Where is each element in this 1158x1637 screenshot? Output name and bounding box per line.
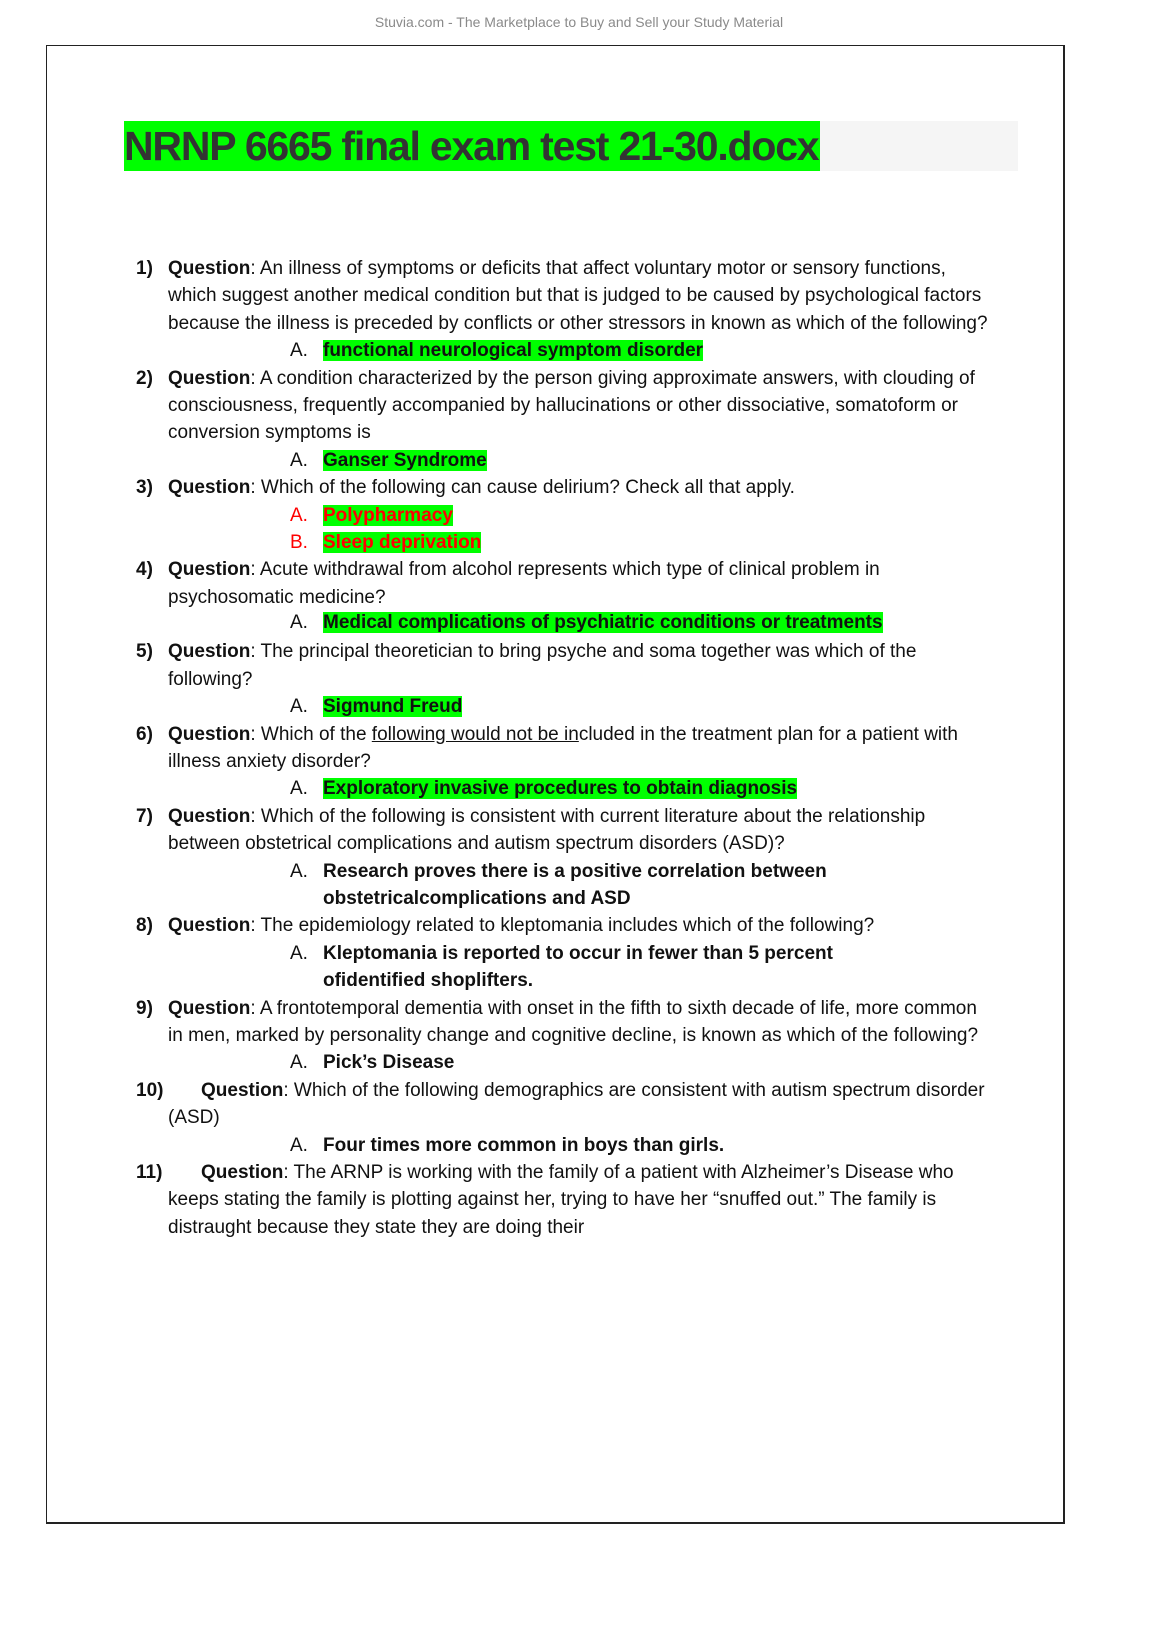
question-4 [136, 556, 996, 611]
question-text-end: cluded in the treatment plan for a patient with illness anxiety disorder? [168, 723, 959, 772]
answer-letter: A. [290, 1052, 308, 1074]
question-label: Question [168, 641, 251, 663]
answer-text: Medical complications of psychiatric conditions or treatments [323, 612, 883, 634]
answer-letter: A. [290, 504, 308, 526]
question-text: : Which of the following demographics are consistent with autism spectrum disorder (ASD) [168, 1079, 985, 1129]
answer-4a [136, 611, 996, 635]
question-number: 7) [136, 805, 153, 827]
answer-letter: A. [290, 1134, 308, 1156]
question-8 [136, 912, 996, 939]
answer-text: Sigmund Freud [323, 696, 463, 718]
question-number: 11) [136, 1162, 163, 1183]
answer-2a [136, 447, 996, 474]
answer-text: Research proves there is a positive correlation between obstetricalcomplications and ASD [323, 860, 827, 909]
answer-6a [136, 775, 996, 802]
answer-letter: A. [290, 340, 308, 362]
question-number: 10) [136, 1079, 164, 1101]
answer-text: Kleptomania is reported to occur in fewer than 5 percent ofidentified shoplifters. [323, 942, 833, 992]
question-number: 2) [136, 367, 153, 389]
answer-letter: A. [290, 942, 308, 964]
question-number: 5) [136, 641, 153, 663]
question-text: : A condition characterized by the person giving approximate answers, with clouding of consciousness, frequently accompanied by hallucinations or other dissociative, somatoform or conversion symptoms is [168, 367, 975, 444]
question-7 [136, 803, 996, 858]
answer-3b [136, 529, 996, 556]
answer-text: functional neurological symptom disorder [323, 340, 704, 362]
answer-7a [136, 858, 996, 913]
question-number: 9) [136, 997, 153, 1019]
question-list [136, 255, 996, 1241]
answer-letter: A. [290, 696, 308, 718]
underlined-text: following would not be in [371, 723, 579, 745]
answer-1a [136, 337, 996, 364]
question-11 [136, 1159, 996, 1241]
question-3 [136, 474, 996, 501]
question-6 [136, 721, 996, 776]
answer-9a [136, 1049, 996, 1076]
question-label: Question [168, 915, 251, 937]
question-text: : Acute withdrawal from alcohol represents which type of clinical problem in psychosomatic medicine? [168, 559, 880, 608]
answer-3a [136, 502, 996, 529]
question-text: : Which of the following can cause delirium? Check all that apply. [250, 477, 795, 499]
question-label: Question [201, 1079, 284, 1101]
question-label: Question [201, 1162, 284, 1183]
answer-text: Ganser Syndrome [323, 449, 487, 471]
answer-letter: A. [290, 612, 308, 634]
question-10 [136, 1077, 996, 1132]
answer-letter: A. [290, 778, 308, 800]
question-5 [136, 638, 996, 693]
question-label: Question [168, 559, 251, 581]
answer-text: Pick’s Disease [323, 1052, 455, 1074]
answer-text: Sleep deprivation [323, 532, 482, 554]
question-number: 1) [136, 258, 153, 279]
document-title: NRNP 6665 final exam test 21-30.docx [124, 123, 819, 169]
question-number: 8) [136, 915, 153, 937]
question-2 [136, 365, 996, 447]
answer-10a [136, 1132, 996, 1159]
answer-text: Exploratory invasive procedures to obtain diagnosis [323, 778, 798, 800]
answer-text: Four times more common in boys than girls. [323, 1134, 725, 1156]
question-text: : The principal theoretician to bring psyche and soma together was which of the following? [168, 641, 917, 690]
answer-5a [136, 693, 996, 720]
question-text: : An illness of symptoms or deficits that affect voluntary motor or sensory functions, which suggest another medical condition but that is judged to be caused by psychological factors because the illness is preceded by conflicts or other stressors in known as which of the following? [168, 258, 988, 334]
question-9 [136, 995, 996, 1050]
question-text: : Which of the [250, 723, 372, 745]
question-1 [136, 255, 996, 337]
question-label: Question [168, 258, 251, 279]
question-number: 6) [136, 723, 153, 745]
answer-letter: B. [290, 532, 308, 554]
question-text: : The ARNP is working with the family of a patient with Alzheimer’s Disease who keeps stating the family is plotting against her, trying to have her “snuffed out.” The family is distraught because they state they are doing their [168, 1162, 954, 1238]
question-label: Question [168, 367, 251, 389]
question-number: 4) [136, 559, 153, 581]
question-label: Question [168, 805, 251, 827]
answer-letter: A. [290, 449, 308, 471]
question-label: Question [168, 723, 251, 745]
question-text: : The epidemiology related to kleptomania includes which of the following? [250, 915, 875, 937]
answer-8a [136, 940, 996, 995]
answer-letter: A. [290, 860, 308, 882]
question-label: Question [168, 477, 251, 499]
question-text: : A frontotemporal dementia with onset in the fifth to sixth decade of life, more common in men, marked by personality change and cognitive decline, is known as which of the following? [168, 997, 979, 1046]
watermark-header: Stuvia.com - The Marketplace to Buy and Sell your Study Material [374, 14, 784, 30]
question-text: : Which of the following is consistent with current literature about the relationship between obstetrical complications and autism spectrum disorders (ASD)? [168, 805, 926, 855]
question-label: Question [168, 997, 251, 1019]
question-number: 3) [136, 477, 153, 499]
answer-text: Polypharmacy [323, 504, 453, 526]
